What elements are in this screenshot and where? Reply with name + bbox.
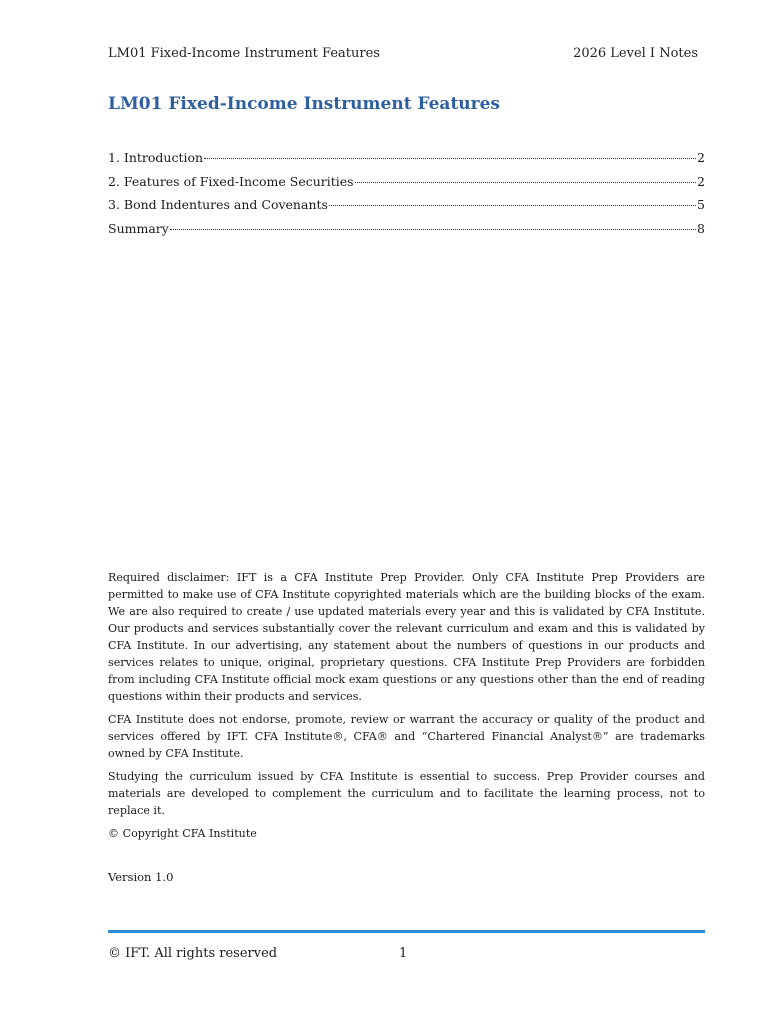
toc-dot-leader xyxy=(329,204,696,206)
toc-entry-label: 3. Bond Indentures and Covenants xyxy=(108,197,328,212)
document-title: LM01 Fixed-Income Instrument Features xyxy=(108,94,501,114)
toc-entry-page: 5 xyxy=(697,197,705,212)
toc-entry-label: 1. Introduction xyxy=(108,150,204,165)
toc-entry-label: Summary xyxy=(108,220,169,236)
disclaimer-paragraph-prep-provider: Required disclaimer: IFT is a CFA Institute Prep Provider. Only CFA Institute Prep Providers are permitted to make use of CFA Institute copyrighted materials which are the building blocks of the exam. We are also required to create / use updated materials every year and this is validated by CFA Institute. Our products and services substantially cover the relevant curriculum and exam and this is validated by CFA Institute. In our advertising, any statement about the numbers of questions in our products and services relates to unique, original, proprietary questions. CFA Institute Prep Providers are forbidden from including CFA Institute official mock exam questions or any questions other than the end of reading questions within their products and services. xyxy=(108,571,705,703)
disclaimer-paragraph-trademarks: CFA Institute does not endorse, promote, review or warrant the accuracy or quality of the product and services offered by IFT. CFA Institute®, CFA® and “Chartered Financial Analyst®” are trademarks owned by CFA Institute. xyxy=(108,713,705,760)
header-right-text: 2026 Level I Notes xyxy=(573,46,698,61)
toc-dot-leader xyxy=(204,157,696,159)
toc-entry-page: 2 xyxy=(697,173,705,189)
toc-entry-page: 8 xyxy=(697,220,705,236)
page-number: 1 xyxy=(399,946,408,961)
table-of-contents xyxy=(108,150,705,244)
toc-entry-summary[interactable] xyxy=(108,221,705,245)
toc-entry-introduction[interactable] xyxy=(108,150,705,174)
page-header xyxy=(108,46,698,61)
toc-entry-indentures[interactable] xyxy=(108,197,705,221)
disclaimer-section xyxy=(108,569,705,848)
toc-dot-leader xyxy=(355,181,696,183)
toc-entry-features[interactable] xyxy=(108,174,705,198)
footer-rights-text: © IFT. All rights reserved xyxy=(108,946,278,961)
toc-dot-leader xyxy=(170,228,696,230)
header-left-text: LM01 Fixed-Income Instrument Features xyxy=(108,46,380,61)
disclaimer-paragraph-curriculum: Studying the curriculum issued by CFA Institute is essential to success. Prep Provider courses and materials are developed to complement the curriculum and to facilitate the learning process, not to replace it. xyxy=(108,770,705,817)
copyright-notice: © Copyright CFA Institute xyxy=(108,827,257,840)
toc-entry-page: 2 xyxy=(697,150,705,165)
version-label: Version 1.0 xyxy=(108,870,174,884)
toc-entry-label: 2. Features of Fixed-Income Securities xyxy=(108,173,354,189)
footer-divider xyxy=(108,930,705,933)
